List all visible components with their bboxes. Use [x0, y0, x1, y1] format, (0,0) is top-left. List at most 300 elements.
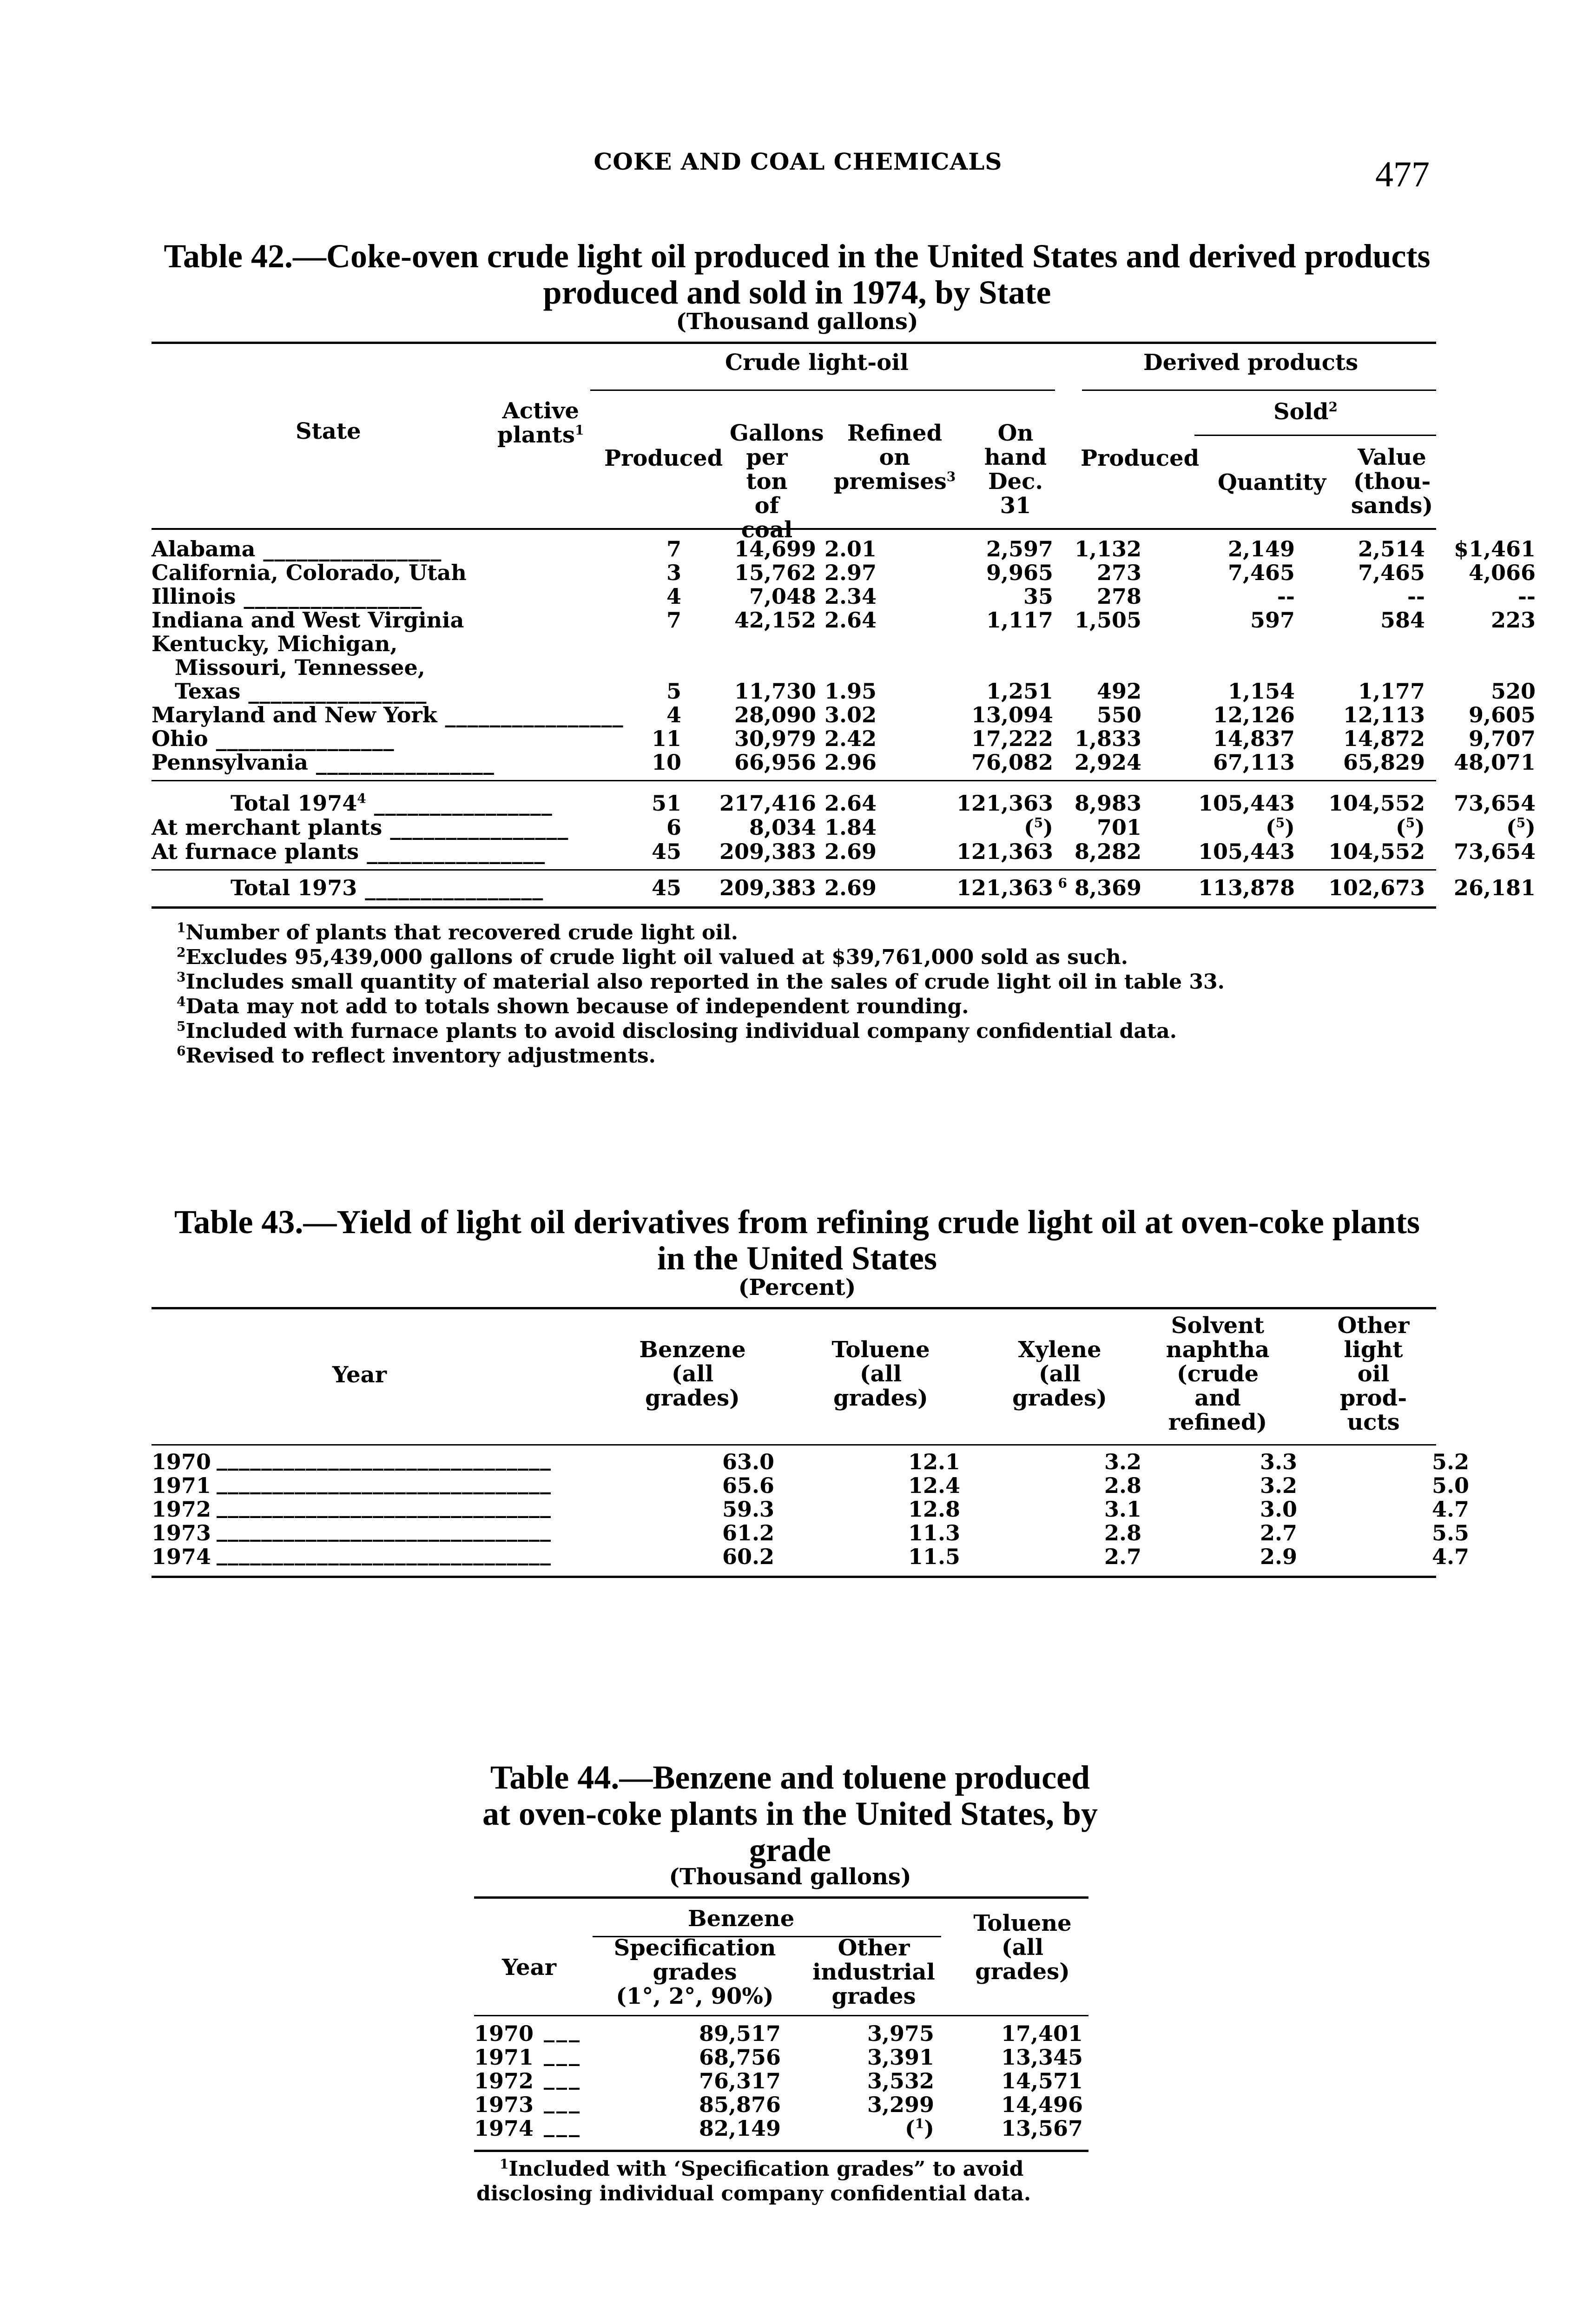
table42-totals	[152, 791, 1536, 864]
table44-title-line3: grade	[749, 1831, 831, 1868]
table42-cell-refined	[971, 727, 1053, 751]
table44-col-toluene	[957, 1911, 1088, 1984]
table42-value: 104,552	[1328, 791, 1425, 816]
table42-row	[152, 584, 1536, 609]
table42-col-active-2-text: plants	[497, 422, 575, 448]
table42-value: ($^5$)	[1023, 815, 1053, 840]
table42-value: 1,177	[1358, 679, 1425, 704]
table42-body	[152, 536, 1536, 775]
table42-value: 2.01	[824, 536, 877, 561]
table42-col-refined	[832, 421, 957, 494]
table42-footnote-text: Data may not add to totals shown because of independent rounding.	[185, 995, 969, 1018]
table42-row	[152, 750, 1536, 775]
table43-cell-xylene: 3.1	[1104, 1497, 1141, 1522]
table44-top-rule	[474, 1896, 1088, 1899]
table44-value: 3,299	[867, 2092, 934, 2117]
table43-cell-xylene: 2.8	[1104, 1473, 1141, 1498]
table42-cell-qty	[1358, 680, 1425, 703]
table42-value: 7,465	[1227, 560, 1295, 585]
table42-state-label: At furnace plants	[152, 839, 359, 864]
table42-col-gallons-3: of coal	[741, 493, 793, 543]
table42-col-onhand-2: hand	[984, 444, 1047, 470]
table42-cell-plants	[652, 876, 681, 900]
table42-leader: ________________	[366, 791, 553, 816]
page-number: 477	[1375, 154, 1430, 194]
table42-col-quantity: Quantity	[1218, 469, 1326, 495]
table44-cell-other	[867, 2046, 934, 2069]
table42-derived-rule	[1082, 390, 1436, 391]
table42-group-sold-label: Sold	[1273, 399, 1329, 425]
table42-cell-produced	[734, 537, 816, 561]
table42-col-dproduced: Produced	[1081, 445, 1200, 471]
table42-sold-rule	[1194, 435, 1436, 436]
table42-cell-value	[1469, 727, 1536, 751]
table42-cell-gpt	[824, 537, 877, 561]
table44-cell-toluene	[1001, 2093, 1083, 2117]
table43-cell-solvent: 3.2	[1260, 1473, 1297, 1498]
table44-value: 13,345	[1001, 2045, 1083, 2070]
header-line: Xylene	[1018, 1337, 1101, 1363]
table44-year: 1974	[474, 2116, 534, 2141]
table42-value: 223	[1490, 607, 1536, 633]
table43-bottom-rule	[152, 1576, 1436, 1578]
table42-value: 8,369	[1074, 875, 1141, 900]
running-head: COKE AND COAL CHEMICALS	[594, 148, 1002, 175]
table42-footnote	[177, 1019, 1431, 1043]
table44-title	[465, 1759, 1115, 1868]
table42-title-line2: produced and sold in 1974, by State	[543, 274, 1051, 311]
table43-cell-solvent: 3.3	[1260, 1449, 1297, 1474]
table42-cell-gpt	[824, 751, 877, 774]
table42-value: 65,829	[1343, 750, 1425, 775]
table42-value: 2.97	[824, 560, 877, 585]
table42-total-row	[152, 791, 1536, 816]
table42-cell-onhand	[1075, 727, 1141, 751]
table44-cell-toluene	[1001, 2069, 1083, 2093]
table42-value: 11,730	[734, 679, 816, 704]
table42-leader: ________________	[437, 702, 624, 727]
table42-value: 209,383	[719, 875, 816, 900]
table42-onhand-note: 6	[1058, 875, 1067, 891]
table42-footnote	[177, 994, 1431, 1019]
table43-cell-other: 5.5	[1431, 1520, 1469, 1545]
table42-cell-plants	[666, 561, 681, 585]
table44-footnote-line1: Included with ‘Specification grades” to avoid	[508, 2157, 1024, 2181]
table44-footnote-line2: disclosing individual company confidential data.	[476, 2182, 1031, 2205]
table42-top-rule	[152, 342, 1436, 344]
table42-value: 4,066	[1468, 560, 1536, 585]
table42-cell-dprod	[1213, 703, 1295, 727]
table42-value: 217,416	[719, 791, 816, 816]
table42-state-cell	[152, 751, 495, 774]
table44-body	[474, 2017, 1088, 2141]
table42-state-cell	[152, 585, 422, 608]
table42-total-row	[152, 875, 1536, 900]
table42-total-1973	[152, 875, 1536, 900]
table44-cell-spec	[699, 2022, 781, 2046]
table42-footnote-mark: 6	[177, 1043, 186, 1059]
table44-value: 3,391	[867, 2045, 934, 2070]
table43-row	[152, 1540, 1469, 1569]
table42-col-active-2	[497, 423, 584, 447]
table42-state-label: Pennsylvania	[152, 750, 308, 775]
table42-state-label: Alabama	[152, 536, 256, 561]
table42-col-value-2: (thou-	[1353, 469, 1431, 495]
table43-cell-toluene: 11.5	[908, 1544, 960, 1569]
table42-state-label: Total 1974	[231, 791, 357, 816]
table42-value: 1,833	[1074, 726, 1141, 751]
table44-cell-other	[905, 2117, 934, 2140]
table44-value: 76,317	[699, 2068, 781, 2093]
table42-value: 273	[1096, 560, 1141, 585]
table42-value: 14,837	[1213, 726, 1295, 751]
table42-state-cell	[152, 608, 464, 632]
table43-cell-benzene: 59.3	[722, 1497, 774, 1522]
table42-cell-plants	[666, 680, 681, 703]
table42-col-refined-3	[832, 469, 957, 494]
header-line: (all	[1001, 1934, 1044, 1961]
table44-year: 1970	[474, 2021, 534, 2046]
table42-value: 8,282	[1074, 839, 1141, 864]
table42-cell-dprod	[1228, 561, 1295, 585]
table44-header-rule	[474, 2015, 1088, 2016]
table42-cell-gpt	[824, 608, 877, 632]
table42-state-cell	[152, 632, 397, 656]
table42-value: 45	[651, 839, 681, 864]
table42-col-gallons	[730, 420, 824, 543]
table44-cell-spec	[699, 2069, 781, 2093]
table44-col-spec	[607, 1936, 783, 2008]
header-line: Solvent	[1171, 1313, 1265, 1339]
table43-title-line1: Table 43.—Yield of light oil derivatives from refining crude light oil at oven-coke plants	[174, 1203, 1420, 1241]
table42-value: 1,117	[986, 607, 1053, 633]
table42-value: 1,251	[986, 679, 1053, 704]
table42-col-produced: Produced	[604, 445, 723, 471]
table44-cell-spec	[699, 2046, 781, 2069]
table42-cell-plants	[666, 815, 681, 839]
table42-footnote	[177, 920, 1431, 945]
table42-value: 104,552	[1328, 839, 1425, 864]
table42-value: 2.96	[824, 750, 877, 775]
table42-state-label: At merchant plants	[152, 815, 383, 840]
table42-footnote-mark: 3	[177, 969, 186, 985]
table44-year: 1972	[474, 2068, 534, 2093]
table42-value: 9,707	[1468, 726, 1536, 751]
note-mark: 5	[1275, 815, 1285, 831]
header-line: industrial	[812, 1959, 935, 1985]
table44-title-line1: Table 44.—Benzene and toluene produced	[490, 1759, 1090, 1796]
table42-cell-refined	[971, 703, 1053, 727]
table42-value: 15,762	[734, 560, 816, 585]
header-line: (all	[859, 1361, 902, 1387]
table44-value: 68,756	[699, 2045, 781, 2070]
table42-value: 3	[666, 560, 681, 585]
table42-col-onhand-3: Dec. 31	[988, 469, 1043, 519]
table42-value: 1,132	[1074, 536, 1141, 561]
table42-cell-value	[1454, 876, 1536, 900]
table42-cell-produced	[719, 791, 816, 815]
table43-title-line2: in the United States	[657, 1240, 937, 1277]
table42-state-label: Missouri, Tennessee,	[175, 655, 425, 680]
table42-value: 10	[651, 750, 681, 775]
table42-col-onhand	[976, 421, 1055, 518]
table42-value: 73,654	[1453, 839, 1536, 864]
table42-state-label: Indiana and West Virginia	[152, 607, 464, 633]
table42-value: 2.69	[824, 875, 877, 900]
table44-value: 17,401	[1001, 2021, 1083, 2046]
table42-col-gallons-2: per ton	[746, 444, 788, 495]
table42-value: 73,654	[1453, 791, 1536, 816]
table42-col-refined-2: on	[879, 444, 910, 470]
table42-footnote	[177, 945, 1431, 970]
table42-value: 14,872	[1343, 726, 1425, 751]
table43-unit: (Percent)	[738, 1274, 856, 1301]
table42-value: 597	[1250, 607, 1295, 633]
table42-cell-gpt	[824, 791, 877, 815]
table42-footnote-text: Included with furnace plants to avoid disclosing individual company confidential data.	[185, 1019, 1177, 1043]
table44-title-line2: at oven-coke plants in the United States, by	[482, 1795, 1098, 1832]
table42-value: 550	[1096, 702, 1141, 727]
table42-col-value-1: Value	[1358, 444, 1426, 470]
table42-value: 105,443	[1198, 791, 1295, 816]
table42-cell-qty	[1328, 791, 1425, 815]
table42-cell-plants	[652, 751, 681, 774]
table44-value: 82,149	[699, 2116, 781, 2141]
table42-row	[152, 726, 1536, 751]
table42-cell-onhand	[1075, 839, 1141, 864]
table42-leader: ________________	[240, 679, 427, 704]
table42-cell-dprod	[1198, 876, 1295, 900]
table44-value: 3,975	[867, 2021, 934, 2046]
table42-col-onhand-1: On	[997, 420, 1034, 446]
table42-cell-produced	[719, 839, 816, 864]
table42-value: 2.64	[824, 791, 877, 816]
table42-cell-dprod	[1228, 537, 1295, 561]
table42-total-row	[152, 839, 1536, 864]
table42-cell-gpt	[824, 561, 877, 585]
table42-leader: ________________	[208, 726, 395, 751]
table44-bottom-rule	[474, 2150, 1088, 2152]
table43-cell-other: 4.7	[1431, 1497, 1469, 1522]
table42-value: 278	[1096, 584, 1141, 609]
table42-cell-value	[1454, 839, 1536, 864]
table42-col-state: State	[296, 418, 361, 444]
header-line: ucts	[1347, 1409, 1400, 1435]
table42-bottom-rule	[152, 906, 1436, 909]
table43-title	[153, 1204, 1441, 1276]
table42-cell-onhand	[1097, 680, 1141, 703]
table44-cell-toluene	[1001, 2046, 1083, 2069]
table44-row	[474, 2112, 1088, 2141]
table42-cell-produced	[734, 727, 816, 751]
table42-state-cell	[231, 791, 553, 815]
table44-leader: ___	[544, 2041, 581, 2066]
table42-row	[152, 632, 1436, 656]
table44-value: 3,532	[867, 2068, 934, 2093]
header-line: refined)	[1168, 1409, 1267, 1435]
table43-leader: ______________________________	[217, 1493, 551, 1518]
table42-cell-gpt	[824, 727, 877, 751]
table42-value: 1.84	[824, 815, 877, 840]
table42-value: 4	[666, 702, 681, 727]
table43-cell-other: 5.0	[1431, 1473, 1469, 1498]
table42-state-label: Ohio	[152, 726, 208, 751]
table42-state-cell	[152, 727, 395, 751]
table44-leader: ___	[544, 2088, 581, 2113]
table42-cell-dprod	[1228, 680, 1295, 703]
table42-unit: (Thousand gallons)	[676, 309, 918, 335]
table42-title	[153, 238, 1441, 310]
table42-cell-qty	[1407, 585, 1425, 608]
table44-value: ($^1$)	[904, 2116, 934, 2141]
table42-cell-plants	[652, 839, 681, 864]
table42-cell-gpt	[824, 876, 877, 900]
table42-state-note: 4	[357, 791, 366, 806]
table42-state-cell	[152, 537, 442, 561]
table44-year: 1973	[474, 2092, 534, 2117]
table44-footnote-line1-wrap	[476, 2157, 1090, 2181]
table42-cell-refined	[986, 680, 1053, 703]
table42-col-value-3: sands)	[1351, 493, 1433, 519]
table43-body	[152, 1446, 1469, 1569]
table42-cell-qty	[1343, 751, 1425, 774]
table42-footnote-mark: 4	[177, 994, 186, 1010]
header-line: Other	[1337, 1313, 1410, 1339]
header-line: grades)	[833, 1385, 928, 1411]
table42-footnotes	[177, 920, 1431, 1068]
table42-value: 8,983	[1074, 791, 1141, 816]
table42-cell-produced	[719, 876, 816, 900]
table42-cell-qty	[1328, 876, 1425, 900]
table42-value: 45	[651, 875, 681, 900]
table42-cell-qty	[1358, 561, 1425, 585]
table44-cell-toluene	[1001, 2022, 1083, 2046]
table43-col-toluene	[811, 1338, 950, 1410]
header-line: grades	[831, 1983, 916, 2009]
table42-footnote	[177, 970, 1431, 994]
table42-state-cell	[152, 815, 568, 839]
table44-year: 1971	[474, 2045, 534, 2070]
table43-cell-solvent: 2.7	[1260, 1520, 1297, 1545]
table42-cell-qty	[1343, 727, 1425, 751]
table42-cell-refined	[986, 561, 1053, 585]
table44-cell-spec	[699, 2093, 781, 2117]
table44-cell-other	[867, 2069, 934, 2093]
table42-footnote-text: Excludes 95,439,000 gallons of crude light oil valued at $39,761,000 sold as such.	[185, 945, 1128, 969]
header-line: Specification	[613, 1935, 776, 1961]
note-mark: 5	[1034, 815, 1043, 831]
table42-cell-onhand	[1058, 876, 1141, 900]
table42-1973-rule	[152, 869, 1436, 871]
table42-cell-refined	[956, 791, 1053, 815]
table42-cell-produced	[734, 561, 816, 585]
header-line: grades)	[1012, 1385, 1107, 1411]
table42-footnote-text: Revised to reflect inventory adjustments.	[185, 1044, 656, 1068]
table42-cell-refined	[1024, 815, 1053, 839]
header-line: grades)	[645, 1385, 740, 1411]
table42-value: 12,113	[1343, 702, 1425, 727]
table42-leader: ________________	[382, 815, 569, 840]
table42-value: 35	[1023, 584, 1053, 609]
table42-cell-produced	[734, 751, 816, 774]
table42-cell-value	[1491, 680, 1536, 703]
table42-value: 9,605	[1468, 702, 1536, 727]
table42-footnote-text: Includes small quantity of material also reported in the sales of crude light oil in table 33.	[185, 970, 1225, 994]
table42-group-sold-note: 2	[1328, 399, 1338, 415]
table42-value: 2,514	[1358, 536, 1425, 561]
table42-value: 66,956	[734, 750, 816, 775]
table43-cell-toluene: 12.1	[908, 1449, 960, 1474]
table42-value: 1,505	[1074, 607, 1141, 633]
table43-top-rule	[152, 1307, 1436, 1309]
table42-row	[152, 679, 1536, 704]
header-line: Other	[838, 1935, 910, 1961]
table42-col-refined-note: 3	[946, 469, 956, 484]
table42-cell-dprod	[1250, 608, 1295, 632]
table44-group-benzene: Benzene	[688, 1906, 795, 1932]
table44-value: 13,567	[1001, 2116, 1083, 2141]
table42-cell-gpt	[824, 703, 877, 727]
table44-value: 14,571	[1001, 2068, 1083, 2093]
table42-value: 2,924	[1074, 750, 1141, 775]
header-line: grades)	[975, 1959, 1070, 1985]
header-line: (1°, 2°, 90%)	[616, 1983, 774, 2009]
table42-cell-value	[1454, 791, 1536, 815]
table42-value: 2.34	[824, 584, 877, 609]
table42-value: 5	[666, 679, 681, 704]
table42-cell-produced	[749, 585, 816, 608]
table42-cell-dprod	[1198, 791, 1295, 815]
table42-col-active-note: 1	[575, 423, 584, 438]
table42-cell-refined	[971, 751, 1053, 774]
table42-value: --	[1277, 584, 1295, 609]
table43-cell-xylene: 2.8	[1104, 1520, 1141, 1545]
table43-year: 1970	[152, 1449, 211, 1474]
table43-year: 1971	[152, 1473, 211, 1498]
table44-cell-spec	[699, 2117, 781, 2140]
table42-cell-refined	[956, 876, 1053, 900]
table42-cell-gpt	[824, 815, 877, 839]
table42-value: 121,363	[956, 839, 1053, 864]
table42-state-label: Kentucky, Michigan,	[152, 631, 398, 656]
header-line: (all	[671, 1361, 714, 1387]
header-line: and	[1194, 1385, 1241, 1411]
table43-cell-xylene: 3.2	[1104, 1449, 1141, 1474]
table42-row	[152, 560, 1536, 585]
table42-value: 584	[1380, 607, 1425, 633]
table44-leader: ___	[544, 2112, 581, 2137]
table42-cell-plants	[666, 537, 681, 561]
table42-row	[152, 702, 1536, 727]
table42-value: 7	[666, 607, 681, 633]
header-line: grades	[653, 1959, 737, 1985]
table42-group-sold	[1273, 399, 1338, 425]
table42-leader: ________________	[236, 584, 422, 609]
table42-value: $1,461	[1453, 536, 1536, 561]
table42-cell-onhand	[1075, 791, 1141, 815]
table42-leader: ________________	[357, 875, 544, 900]
table42-cell-value	[1491, 608, 1536, 632]
header-line: Toluene	[831, 1337, 930, 1363]
table42-value: 2,597	[986, 536, 1053, 561]
table42-value: 701	[1096, 815, 1141, 840]
table42-value: 7,465	[1358, 560, 1425, 585]
table44-col-year: Year	[502, 1954, 557, 1981]
table42-cell-plants	[652, 727, 681, 751]
header-line: oil	[1357, 1361, 1390, 1387]
table42-value: ($^5$)	[1506, 815, 1536, 840]
table44-leader: ___	[544, 2017, 581, 2042]
